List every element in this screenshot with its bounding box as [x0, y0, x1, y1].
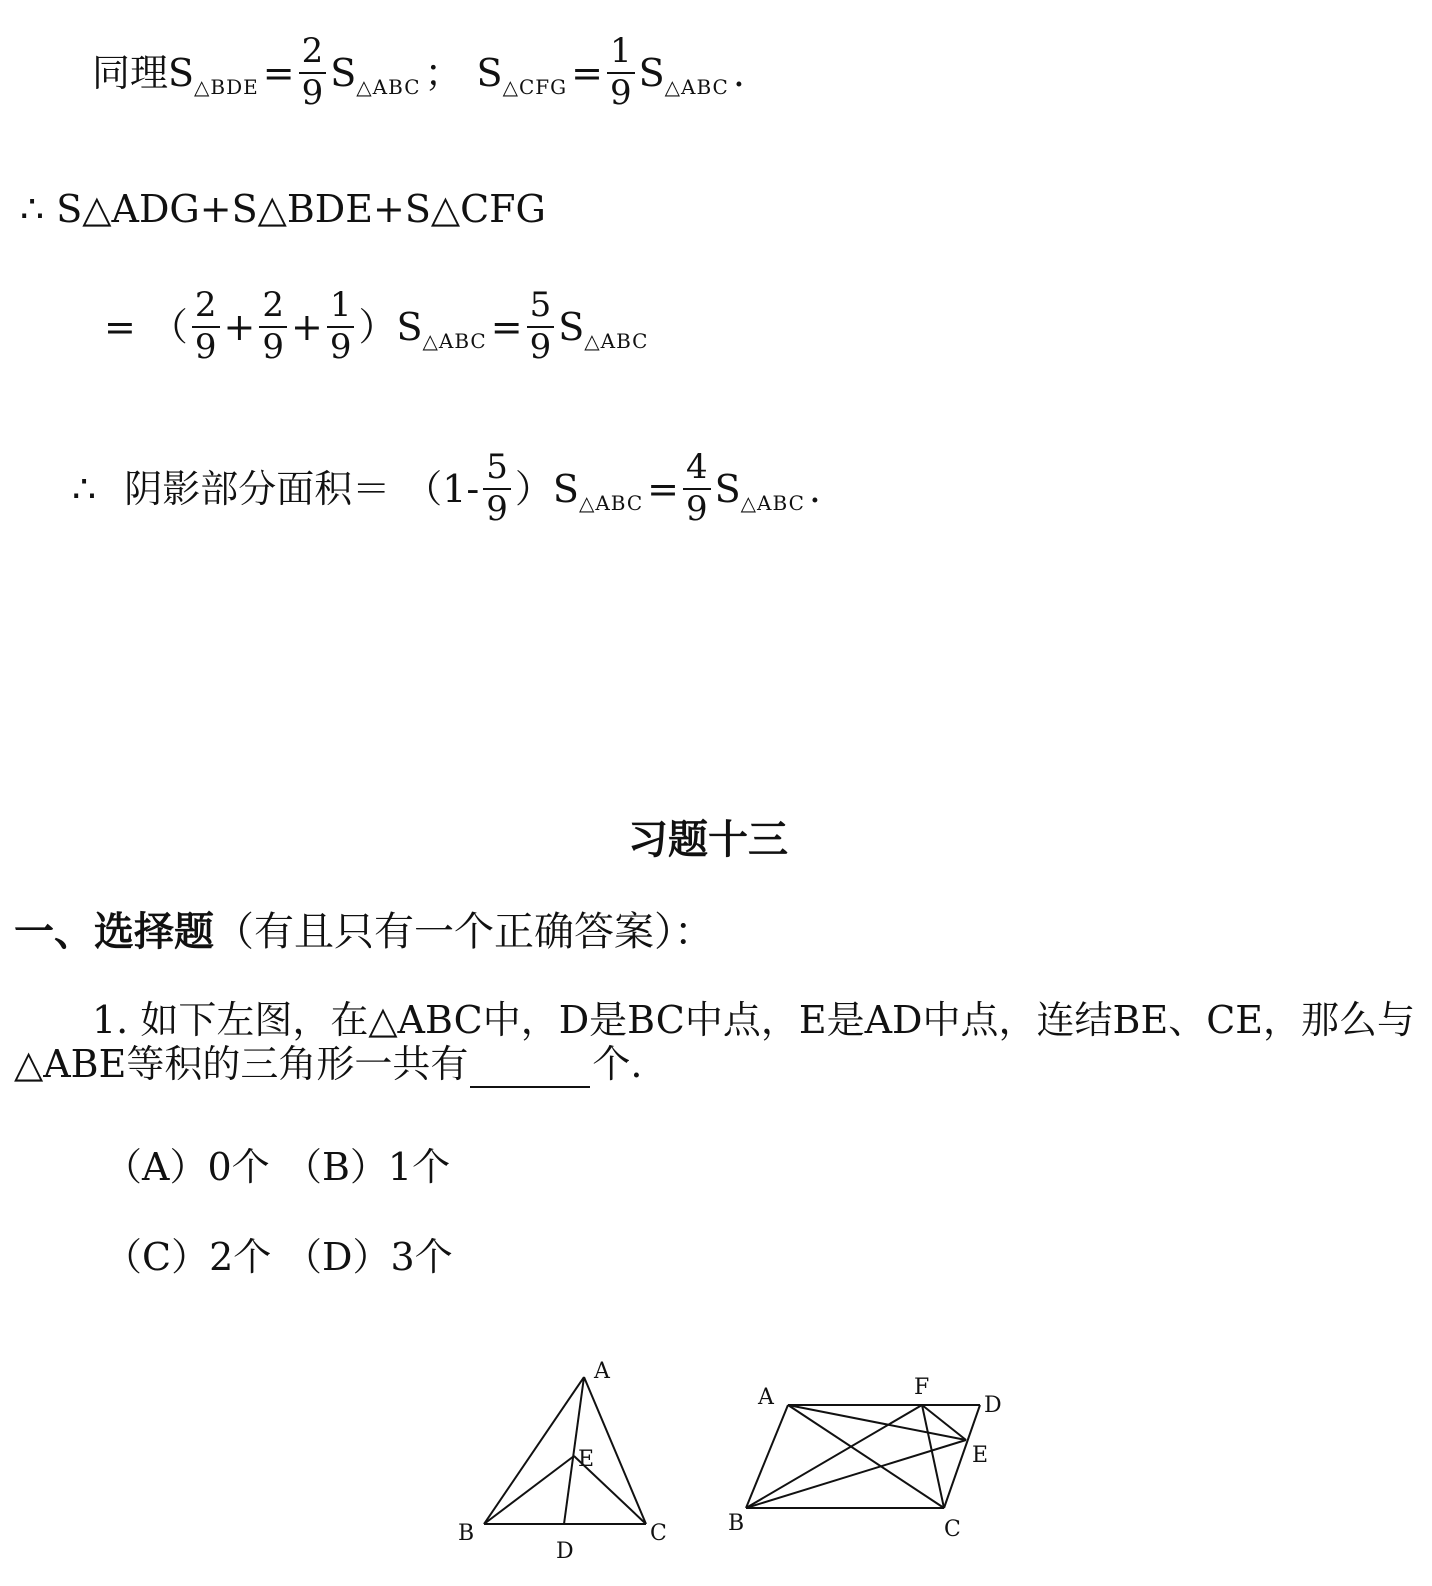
- frac-num: 2: [259, 288, 287, 328]
- label-B: B: [458, 1521, 475, 1546]
- eq1-period: .: [732, 50, 745, 95]
- eq1-equals-2: =: [571, 50, 603, 95]
- eq4-sub-abc: △ABC: [578, 490, 644, 515]
- eq4-therefore: ∴: [72, 466, 97, 511]
- label-E: E: [972, 1443, 989, 1468]
- eq3-close-paren: ）: [358, 304, 397, 349]
- right-parallelogram-figure: [746, 1405, 980, 1508]
- frac-den: 9: [486, 488, 508, 529]
- question-1-suffix: 个.: [592, 1042, 643, 1086]
- segment-BF: [746, 1405, 922, 1508]
- eq3-sub-abc: △ABC: [422, 328, 487, 353]
- frac-num: 1: [327, 288, 355, 328]
- eq3-sub-abc-2: △ABC: [584, 328, 649, 353]
- eq1-lead: 同理S: [92, 50, 195, 95]
- question-1-line-1: 1. 如下左图，在△ABC中，D是BC中点，E是AD中点，连结BE、CE，那么与: [92, 998, 1416, 1042]
- eq3-plus: +: [290, 304, 323, 349]
- frac-num: 5: [483, 450, 511, 490]
- eq4-close: ）: [514, 466, 553, 511]
- frac-den: 9: [609, 72, 632, 113]
- segment-BE: [484, 1456, 574, 1524]
- option-b: （B）1个: [284, 1145, 451, 1189]
- section-prefix: 一、: [14, 908, 94, 955]
- eq3-equals: =: [104, 304, 136, 349]
- option-c: （C）2个: [104, 1235, 272, 1279]
- area-symbol: S: [330, 50, 357, 95]
- option-d: （D）3个: [284, 1235, 453, 1279]
- segment-AB: [484, 1377, 584, 1524]
- area-symbol: S: [558, 304, 585, 349]
- label-C: C: [944, 1517, 961, 1542]
- area-symbol: S: [714, 466, 741, 511]
- segment-AB: [746, 1405, 788, 1508]
- area-symbol: S: [638, 50, 665, 95]
- eq3-open-paren: （: [149, 304, 188, 349]
- frac-num: 4: [683, 450, 711, 490]
- frac-den: 9: [262, 326, 284, 367]
- label-E: E: [578, 1447, 595, 1472]
- eq1-equals: =: [262, 50, 295, 95]
- label-D: D: [556, 1539, 574, 1564]
- label-A: A: [594, 1359, 610, 1384]
- frac-den: 9: [329, 326, 352, 367]
- frac-num: 5: [527, 288, 555, 328]
- eq1-sub-cfg: △CFG: [502, 74, 568, 99]
- frac-den: 9: [685, 488, 708, 529]
- label-A: A: [758, 1385, 774, 1410]
- frac-num: 2: [192, 288, 220, 328]
- frac-den: 9: [529, 326, 552, 367]
- label-C: C: [650, 1521, 667, 1546]
- eq3-plus: +: [223, 304, 256, 349]
- question-1-text: △ABE等积的三角形一共有: [14, 1042, 469, 1086]
- exercise-title: 习题十三: [628, 816, 788, 863]
- eq1-sub-bde: △BDE: [194, 74, 259, 99]
- eq1-sub-abc-2: △ABC: [664, 74, 729, 99]
- label-B: B: [728, 1511, 745, 1536]
- frac-num: 2: [299, 34, 327, 74]
- label-D: D: [984, 1393, 1002, 1418]
- section-note: （有且只有一个正确答案）：: [214, 909, 714, 955]
- section-bold-label: 选择题: [94, 908, 214, 955]
- eq3-equals-2: =: [490, 304, 523, 349]
- eq4-label: 阴影部分面积＝: [124, 466, 391, 511]
- label-F: F: [914, 1375, 930, 1400]
- area-symbol: S: [552, 466, 579, 511]
- eq4-equals: =: [647, 466, 679, 511]
- frac-den: 9: [301, 72, 324, 113]
- frac-den: 9: [194, 326, 217, 367]
- area-symbol: S: [476, 50, 503, 95]
- frac-num: 1: [607, 34, 635, 74]
- option-a: （A）0个: [104, 1145, 270, 1189]
- eq4-sub-abc-2: △ABC: [740, 490, 805, 515]
- eq4-period: .: [808, 466, 821, 511]
- left-triangle-figure: [484, 1377, 646, 1524]
- eq1-sub-abc: △ABC: [356, 74, 421, 99]
- equation-line-2: ∴ S△ADG+S△BDE+S△CFG: [20, 187, 546, 231]
- eq4-open: （1-: [404, 466, 480, 511]
- eq1-semicolon: ；: [424, 50, 463, 95]
- area-symbol: S: [396, 304, 423, 349]
